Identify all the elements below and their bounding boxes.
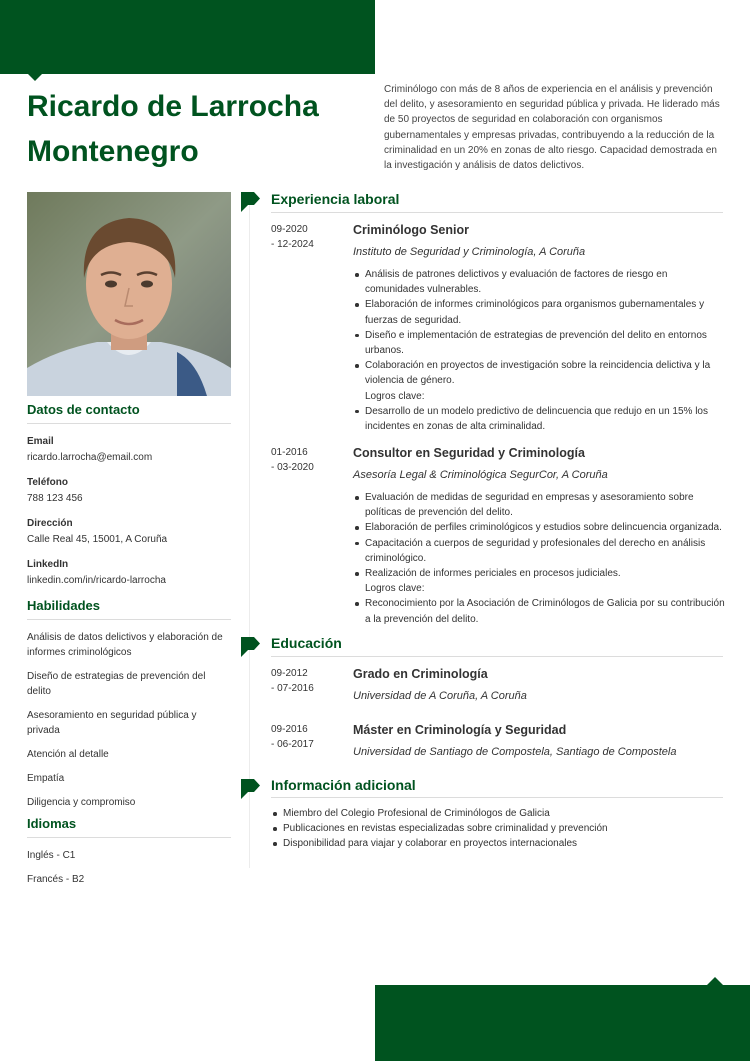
- candidate-name: Ricardo de Larrocha Montenegro: [27, 90, 319, 168]
- duty-item: Elaboración de perfiles criminológicos y estudios sobre delincuencia organizada.: [353, 520, 725, 535]
- entry-dates: [271, 445, 341, 475]
- language-item: Inglés - C1: [27, 850, 76, 861]
- skills-heading: Habilidades: [27, 598, 231, 620]
- duty-item: Análisis de patrones delictivos y evaluación de factores de riesgo en comunidades vulnerables.: [353, 267, 725, 297]
- education-heading: Educación: [271, 635, 342, 651]
- experience-heading: Experiencia laboral: [271, 191, 400, 207]
- contact-value: Calle Real 45, 15001, A Coruña: [27, 534, 168, 545]
- entry-dates: [271, 222, 341, 252]
- degree-title: Máster en Criminología y Seguridad: [353, 723, 567, 737]
- contact-value: ricardo.larrocha@email.com: [27, 452, 153, 463]
- job-title: Consultor en Seguridad y Criminología: [353, 446, 585, 460]
- additional-flag-icon: [240, 778, 260, 800]
- employer: Asesoría Legal & Criminológica SegurCor, A Coruña: [353, 469, 608, 481]
- skills-list: [27, 630, 231, 810]
- job-title: Criminólogo Senior: [353, 223, 469, 237]
- experience-rule: [271, 212, 723, 213]
- entry-content: [353, 445, 725, 627]
- entry-end: - 03-2020: [271, 462, 314, 473]
- additional-heading: Información adicional: [271, 777, 416, 793]
- education-flag-icon: [240, 636, 260, 658]
- duty-item: Capacitación a cuerpos de seguridad y profesionales del derecho en análisis criminológico.: [353, 536, 725, 566]
- duty-item: Colaboración en proyectos de investigación sobre la reincidencia delictiva y la violencia de género.: [353, 358, 725, 388]
- skill-item: Empatía: [27, 773, 65, 784]
- skill-item: Atención al detalle: [27, 749, 109, 760]
- additional-list: [271, 806, 726, 852]
- entry-content: [353, 722, 725, 759]
- degree-title: Grado en Criminología: [353, 667, 488, 681]
- key-achievements-label: Logros clave:: [365, 583, 425, 595]
- entry-dates: [271, 722, 341, 752]
- skill-item: Asesoramiento en seguridad pública y privada: [27, 710, 197, 736]
- sidebar: [27, 402, 231, 896]
- duty-item: Diseño e implementación de estrategias de prevención del delito en entornos urbanos.: [353, 328, 725, 358]
- languages-heading: Idiomas: [27, 816, 231, 838]
- entry-dates: [271, 666, 341, 696]
- additional-item: Publicaciones en revistas especializadas sobre criminalidad y prevención: [271, 821, 726, 836]
- experience-flag-icon: [240, 191, 260, 213]
- duties-list: [353, 267, 725, 434]
- entry-end: - 07-2016: [271, 683, 314, 694]
- language-item: Francés - B2: [27, 874, 85, 885]
- footer-notch: [707, 977, 723, 985]
- contact-label: Dirección: [27, 518, 73, 529]
- contact-label: Email: [27, 436, 54, 447]
- employer: Instituto de Seguridad y Criminología, A Coruña: [353, 246, 586, 258]
- entry-end: - 12-2024: [271, 239, 314, 250]
- contact-label: Teléfono: [27, 477, 68, 488]
- contact-address: [27, 516, 231, 547]
- entry-start: 09-2012: [271, 668, 308, 679]
- contact-label: LinkedIn: [27, 559, 69, 570]
- entry-content: [353, 666, 725, 703]
- key-achievements-label: Logros clave:: [365, 390, 425, 402]
- languages-list: [27, 848, 231, 887]
- contact-linkedin: [27, 557, 231, 588]
- additional-item: Disponibilidad para viajar y colaborar en proyectos internacionales: [271, 836, 726, 851]
- achievement-item: Reconocimiento por la Asociación de Criminólogos de Galicia por su contribución a la prevención del delito.: [353, 596, 725, 626]
- column-divider: [249, 196, 250, 868]
- profile-summary: Criminólogo con más de 8 años de experiencia en el análisis y prevención del delito, y asesoramiento en seguridad pública y privada. He liderado más de 50 proyectos de seguridad en colaboración con organismos gubernamentales y empresas privadas, contribuyendo a la reducción de la criminalidad en un 20% en zonas de alto riesgo. Capacidad demostrada en la investigación y análisis de datos delictivos.: [384, 84, 720, 172]
- entry-start: 09-2020: [271, 224, 308, 235]
- skill-item: Análisis de datos delictivos y elaboración de informes criminológicos: [27, 632, 223, 658]
- contact-list: [27, 434, 231, 588]
- duty-item: Elaboración de informes criminológicos para organismos gubernamentales y fuerzas de seguridad.: [353, 297, 725, 327]
- skill-item: Diseño de estrategias de prevención del delito: [27, 671, 206, 697]
- achievement-item: Desarrollo de un modelo predictivo de delincuencia que redujo en un 15% los incidentes en zonas de alta criminalidad.: [353, 404, 725, 434]
- skill-item: Diligencia y compromiso: [27, 797, 136, 808]
- additional-rule: [271, 797, 723, 798]
- contact-heading: Datos de contacto: [27, 402, 231, 424]
- entry-content: [353, 222, 725, 434]
- contact-email: [27, 434, 231, 465]
- footer-band: [375, 985, 750, 1061]
- duty-item: Evaluación de medidas de seguridad en empresas y asesoramiento sobre políticas de prevención del delito.: [353, 490, 725, 520]
- institution: Universidad de Santiago de Compostela, Santiago de Compostela: [353, 746, 677, 758]
- header-band: [0, 0, 375, 74]
- contact-phone: [27, 475, 231, 506]
- institution: Universidad de A Coruña, A Coruña: [353, 690, 527, 702]
- education-rule: [271, 656, 723, 657]
- duty-item: Realización de informes periciales en procesos judiciales.: [353, 566, 725, 581]
- contact-value: linkedin.com/in/ricardo-larrocha: [27, 575, 166, 586]
- entry-start: 09-2016: [271, 724, 308, 735]
- contact-value: 788 123 456: [27, 493, 83, 504]
- additional-item: Miembro del Colegio Profesional de Criminólogos de Galicia: [271, 806, 726, 821]
- profile-photo: [27, 192, 231, 396]
- duties-list: [353, 490, 725, 627]
- entry-start: 01-2016: [271, 447, 308, 458]
- header-notch: [28, 74, 42, 81]
- entry-end: - 06-2017: [271, 739, 314, 750]
